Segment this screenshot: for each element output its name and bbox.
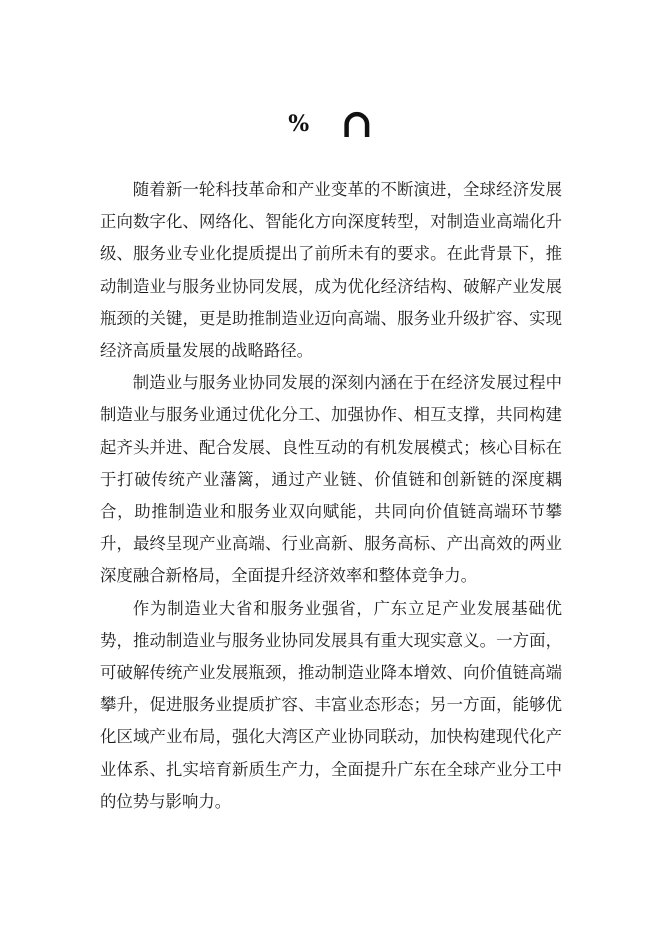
body-text (100, 174, 562, 818)
paragraph-3: 作为制造业大省和服务业强省，广东立足产业发展基础优势，推动制造业与服务业协同发展具有重大现实意义。一方面，可破解传统产业发展瓶颈，推动制造业降本增效、向价值链高端攀升，促进服务业提质扩容、丰富业态形态；另一方面，能够优化区域产业布局，强化大湾区产业协同联动，加快构建现代化产业体系、扎实培育新质生产力，全面提升广东在全球产业分工中的位势与影响力。 (100, 598, 562, 811)
paragraph-2: 制造业与服务业协同发展的深刻内涵在于在经济发展过程中制造业与服务业通过优化分工、加强协作、相互支撑，共同构建起齐头并进、配合发展、良性互动的有机发展模式；核心目标在于打破传统产业藩篱，通过产业链、价值链和创新链的深度耦合，助推制造业和服务业双向赋能，共同向价值链高端环节攀升，最终呈现产业高端、行业高新、服务高标、产出高效的两业深度融合新格局，全面提升经济效率和整体竞争力。 (100, 373, 562, 586)
paragraph-1: 随着新一轮科技革命和产业变革的不断演进，全球经济发展正向数字化、网络化、智能化方向深度转型，对制造业高端化升级、服务业专业化提质提出了前所未有的要求。在此背景下，推动制造业与服务业协同发展，成为优化经济结构、破解产业发展瓶颈的关键，更是助推制造业迈向高端、服务业升级扩容、实现经济高质量发展的战略路径。 (100, 180, 562, 361)
heading-glyph-right: ∩ (340, 100, 374, 147)
heading-glyph-left: % (288, 110, 310, 137)
section-heading (0, 100, 662, 147)
